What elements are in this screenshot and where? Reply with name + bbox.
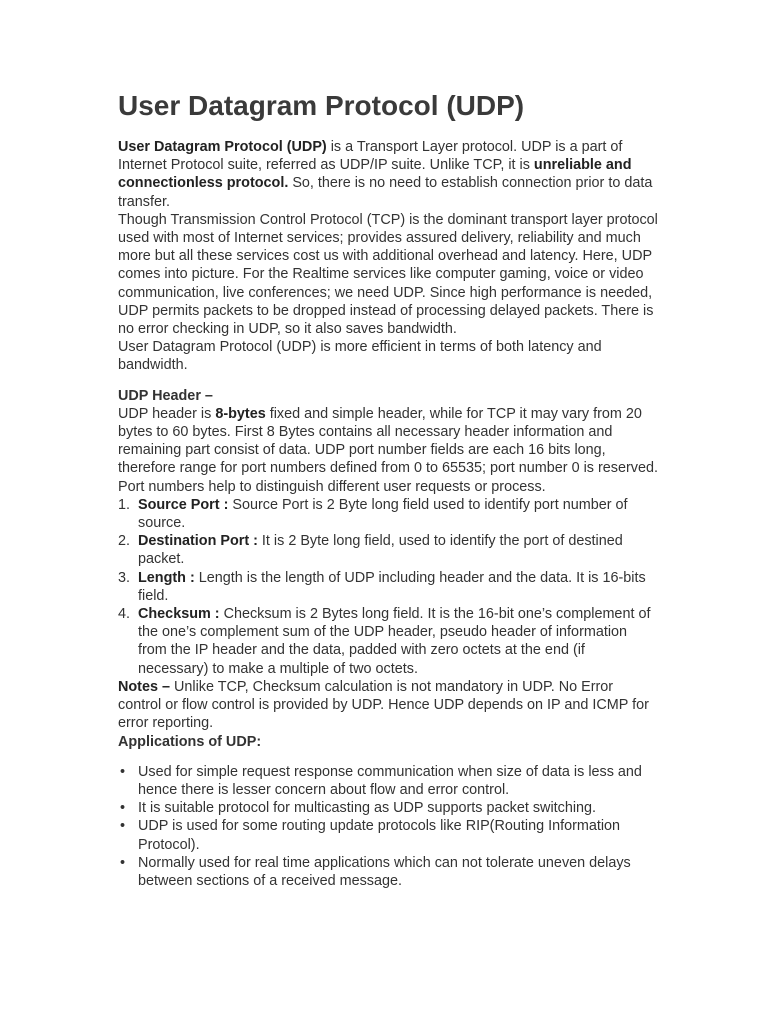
- page-title: User Datagram Protocol (UDP): [118, 90, 525, 121]
- list-item: [118, 605, 658, 678]
- list-item: [118, 496, 658, 532]
- applications-heading: Applications of UDP:: [118, 733, 262, 750]
- header-fields-list: [118, 496, 658, 678]
- notes-text: Unlike TCP, Checksum calculation is not mandatory in UDP. No Error control or flow control is provided by UDP. Hence UDP depends on IP and ICMP for error reporting.: [118, 678, 649, 732]
- efficiency-paragraph: User Datagram Protocol (UDP) is more efficient in terms of both latency and bandwidth.: [118, 339, 602, 374]
- field-label: Checksum :: [138, 606, 220, 623]
- field-label: Destination Port :: [138, 533, 258, 550]
- intro-text-2: So, there is no need to establish connection prior to data transfer.: [118, 175, 653, 210]
- spacer: [118, 375, 658, 387]
- list-item: [118, 799, 658, 817]
- field-text: Length is the length of UDP including header and the data. It is 16-bits field.: [138, 569, 646, 604]
- application-text: It is suitable protocol for multicasting as UDP supports packet switching.: [138, 800, 597, 817]
- field-text: Source Port is 2 Byte long field used to identify port number of source.: [138, 496, 628, 532]
- applications-list: [118, 763, 658, 890]
- intro-bold-term: User Datagram Protocol (UDP): [118, 139, 327, 155]
- list-item: [118, 569, 658, 605]
- list-item: [118, 532, 658, 568]
- document-content: [118, 88, 658, 890]
- intro-text-1: is a Transport Layer protocol. UDP is a part of Internet Protocol suite, referred as UDP/IP suite. Unlike TCP, it is: [118, 139, 623, 174]
- tcp-comparison-paragraph: Though Transmission Control Protocol (TCP) is the dominant transport layer protocol used with most of Internet services; provides assured delivery, reliability and much more but all these services cost us with additional overhead and latency. Here, UDP comes into picture. For the Realtime services like computer gaming, voice or video communication, live conferences; we need UDP. Since high performance is needed, UDP permits packets to be dropped instead of processing delayed packets. There is no error checking in UDP, so it also saves bandwidth.: [118, 211, 658, 338]
- bullet-icon: •: [120, 854, 126, 871]
- field-text: It is 2 Byte long field, used to identify the port of destined packet.: [138, 533, 623, 568]
- list-number: 3.: [118, 569, 131, 586]
- spacer: [118, 751, 658, 763]
- field-text: Checksum is 2 Bytes long field. It is the 16-bit one’s complement of the one’s complement sum of the UDP header, pseudo header of information from the IP header and the data, padded with zero octets at the end (if necessary) to make a multiple of two octets.: [138, 606, 651, 677]
- header-text-2: fixed and simple header, while for TCP it may vary from 20 bytes to 60 bytes. First 8 Bytes contains all necessary header information and remaining part consist of data. UDP port number fields are each 16 bits long, therefore range for port numbers defined from 0 to 65535; port number 0 is reserved. Port numbers help to distinguish different user requests or process.: [118, 405, 658, 495]
- application-text: Normally used for real time applications which can not tolerate uneven delays between sections of a received message.: [138, 854, 631, 889]
- application-text: Used for simple request response communication when size of data is less and hence there is lesser concern about flow and error control.: [138, 763, 642, 798]
- notes-paragraph: [118, 678, 658, 733]
- list-number: 2.: [118, 533, 131, 550]
- list-item: [118, 817, 658, 853]
- list-number: 1.: [118, 496, 131, 513]
- application-text: UDP is used for some routing update protocols like RIP(Routing Information Protocol).: [138, 818, 621, 853]
- bullet-icon: •: [120, 763, 126, 780]
- field-label: Source Port :: [138, 496, 229, 513]
- list-item: [118, 854, 658, 890]
- list-item: [118, 763, 658, 799]
- intro-paragraph: [118, 138, 658, 211]
- list-number: 4.: [118, 606, 131, 623]
- header-text-1: UDP header is: [118, 405, 216, 422]
- udp-header-paragraph: [118, 405, 658, 496]
- bullet-icon: •: [120, 818, 126, 835]
- header-bold-size: 8-bytes: [215, 405, 266, 422]
- notes-label: Notes –: [118, 678, 170, 695]
- udp-header-heading: UDP Header –: [118, 387, 213, 404]
- field-label: Length :: [138, 569, 195, 586]
- bullet-icon: •: [120, 800, 126, 817]
- intro-bold-phrase: unreliable and connectionless protocol.: [118, 157, 632, 192]
